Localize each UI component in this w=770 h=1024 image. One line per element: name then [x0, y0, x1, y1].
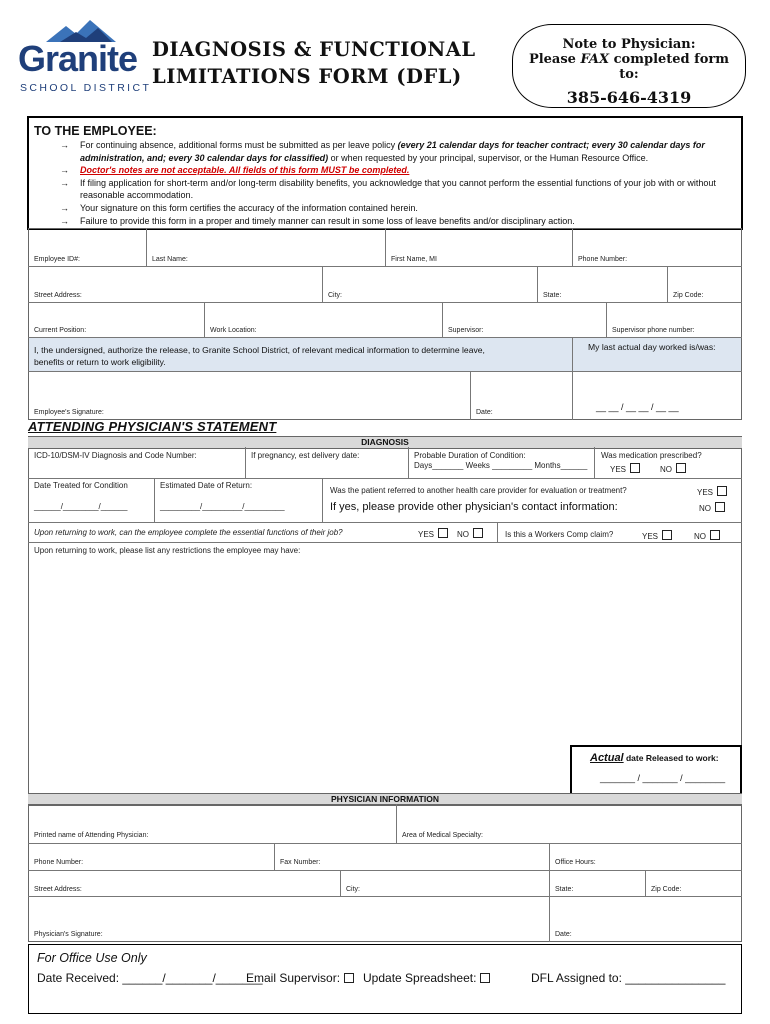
physician-info-grid: [28, 804, 742, 942]
medication-label: Was medication prescribed?: [601, 451, 702, 460]
update-spreadsheet-checkbox[interactable]: Update Spreadsheet:: [363, 971, 490, 985]
employee-notice-heading: TO THE EMPLOYEE:: [34, 124, 157, 138]
zip-code-field[interactable]: Zip Code:: [673, 292, 704, 299]
logo-word: Granite: [18, 38, 138, 79]
referral-no-checkbox[interactable]: NO: [699, 502, 725, 513]
notice-item-warning: → Doctor's notes are not acceptable. All fields of this form MUST be completed.: [60, 164, 732, 177]
city-field[interactable]: City:: [328, 292, 342, 299]
notice-item: → Failure to provide this form in a proper and timely manner can result in some loss of leave benefits and/or disciplinary action.: [60, 215, 732, 228]
workers-comp-yes-checkbox[interactable]: YES: [642, 530, 672, 541]
diagnosis-header: DIAGNOSIS: [28, 436, 742, 449]
supervisor-phone-field[interactable]: Supervisor phone number:: [612, 327, 695, 334]
authorization-text-2: benefits or return to work eligibility.: [34, 357, 166, 367]
last-day-worked-label: My last actual day worked is/was:: [588, 342, 716, 352]
essential-yes-checkbox[interactable]: YES: [418, 528, 448, 539]
physician-fax-field[interactable]: Fax Number:: [280, 859, 321, 866]
restrictions-field[interactable]: Upon returning to work, please list any restrictions the employee may have:: [34, 546, 301, 555]
supervisor-field[interactable]: Supervisor:: [448, 327, 484, 334]
dfl-assigned-field[interactable]: DFL Assigned to: _______________: [531, 971, 726, 985]
form-title: DIAGNOSIS & FUNCTIONAL LIMITATIONS FORM (DFL): [152, 38, 476, 88]
essential-no-checkbox[interactable]: NO: [457, 528, 483, 539]
medication-yes-checkbox[interactable]: YES: [610, 463, 640, 474]
workers-comp-question: Is this a Workers Comp claim?: [505, 530, 614, 539]
physician-city-field[interactable]: City:: [346, 886, 360, 893]
phone-number-field[interactable]: Phone Number:: [578, 256, 628, 263]
icd-diagnosis-field[interactable]: ICD-10/DSM-IV Diagnosis and Code Number:: [34, 451, 197, 460]
physician-name-field[interactable]: Printed name of Attending Physician:: [34, 832, 149, 839]
medical-specialty-field[interactable]: Area of Medical Specialty:: [402, 832, 483, 839]
workers-comp-no-checkbox[interactable]: NO: [694, 530, 720, 541]
delivery-date-field[interactable]: If pregnancy, est delivery date:: [251, 451, 360, 460]
duration-label: Probable Duration of Condition:: [414, 451, 526, 460]
physician-state-field[interactable]: State:: [555, 886, 574, 893]
physician-date-field[interactable]: Date:: [555, 931, 572, 938]
essential-functions-question: Upon returning to work, can the employee complete the essential functions of their job?: [34, 528, 343, 537]
current-position-field[interactable]: Current Position:: [34, 327, 87, 334]
physician-street-field[interactable]: Street Address:: [34, 886, 82, 893]
notice-item: → If filing application for short-term and/or long-term disability benefits, you acknowledge that you cannot perform the essential functions of your job with or without reasonable accommodation.: [60, 177, 732, 202]
employee-date-field[interactable]: Date:: [476, 409, 493, 416]
work-location-field[interactable]: Work Location:: [210, 327, 257, 334]
est-return-label: Estimated Date of Return:: [160, 481, 253, 490]
employee-signature-field[interactable]: Employee's Signature:: [34, 409, 104, 416]
referral-yes-checkbox[interactable]: YES: [697, 486, 727, 497]
date-treated-field[interactable]: ______/________/______: [34, 502, 128, 511]
physician-zip-field[interactable]: Zip Code:: [651, 886, 682, 893]
office-use-title: For Office Use Only: [37, 951, 147, 965]
date-treated-label: Date Treated for Condition: [34, 481, 128, 490]
duration-field[interactable]: Days_______ Weeks _________ Months______: [414, 461, 588, 470]
employee-notice-list: [60, 139, 732, 227]
physician-info-header: PHYSICIAN INFORMATION: [28, 793, 742, 806]
fax-number: 385-646-4319: [566, 88, 692, 107]
email-supervisor-checkbox[interactable]: Email Supervisor:: [246, 971, 354, 985]
physician-phone-field[interactable]: Phone Number:: [34, 859, 84, 866]
first-name-field[interactable]: First Name, MI: [391, 256, 437, 263]
last-day-worked-field[interactable]: __ __ / __ __ / __ __: [596, 402, 679, 412]
referral-question: Was the patient referred to another health care provider for evaluation or treatment?: [330, 486, 627, 495]
notice-item: → Your signature on this form certifies the accuracy of the information contained herein.: [60, 202, 732, 215]
physician-statement-title: ATTENDING PHYSICIAN'S STATEMENT: [28, 419, 277, 434]
medication-no-checkbox[interactable]: NO: [660, 463, 686, 474]
office-use-box: [28, 944, 742, 1014]
employee-id-field[interactable]: Employee ID#:: [34, 256, 80, 263]
last-name-field[interactable]: Last Name:: [152, 256, 188, 263]
state-field[interactable]: State:: [543, 292, 562, 299]
date-received-field[interactable]: Date Received: ______/_______/_______: [37, 971, 263, 985]
est-return-field[interactable]: _________/_________/_________: [160, 502, 285, 511]
released-to-work-box: Actual date Released to work: _______ / _______ / ________: [570, 745, 742, 795]
physician-signature-field[interactable]: Physician's Signature:: [34, 931, 103, 938]
authorization-text: I, the undersigned, authorize the release, to Granite School District, of relevant medical information to determine leave,: [34, 345, 485, 355]
released-date-field[interactable]: _______ / _______ / ________: [600, 773, 726, 783]
street-address-field[interactable]: Street Address:: [34, 292, 82, 299]
office-hours-field[interactable]: Office Hours:: [555, 859, 596, 866]
physician-fax-note: Note to Physician: Please FAX completed form to: 385-646-4319: [512, 24, 746, 108]
other-physician-label: If yes, please provide other physician's contact information:: [330, 501, 618, 513]
notice-item: → For continuing absence, additional forms must be submitted as per leave policy (every 21 calendar days for teacher contract; every 30 calendar days for administration, and; every 30 calendar days for classified) or when requested by your principal, supervisor, or the Human Resource Office.: [60, 139, 732, 164]
granite-logo: [18, 20, 152, 94]
logo-subtitle: SCHOOL DISTRICT: [20, 82, 152, 94]
